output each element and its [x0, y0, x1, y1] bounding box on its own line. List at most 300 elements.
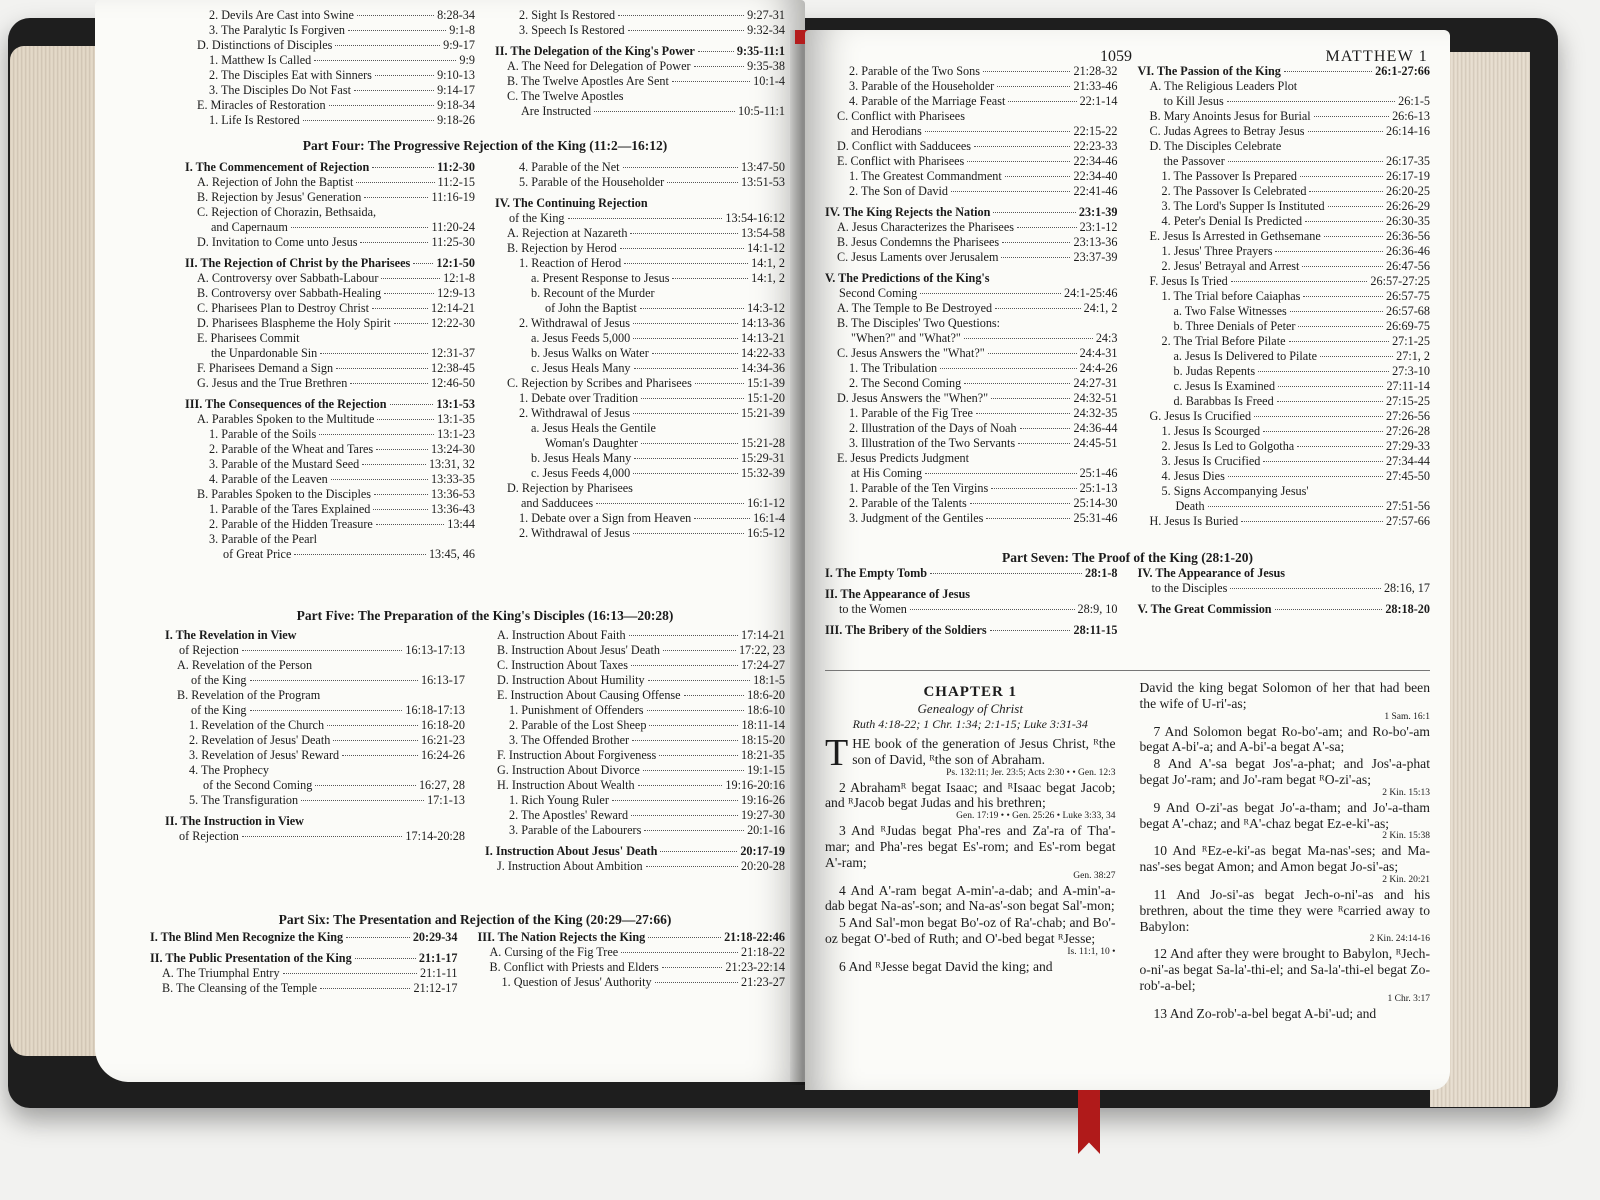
outline-entry-reference: 27:1, 2	[1396, 349, 1430, 363]
outline-entry-title: 3. Revelation of Jesus' Reward	[189, 748, 340, 762]
outline-entry-title: B. The Twelve Apostles Are Sent	[507, 74, 669, 88]
outline-entry	[825, 124, 1118, 139]
outline-entry-title: 1. Parable of the Fig Tree	[849, 406, 973, 420]
outline-entry-title: 2. Jesus Is Led to Golgotha	[1161, 439, 1295, 453]
dot-leader	[1241, 521, 1383, 522]
outline-entry-reference: 22:34-40	[1073, 169, 1118, 183]
outline-entry-title: a. Jesus Feeds 5,000	[531, 331, 631, 345]
outline-entry-title: and Herodians	[851, 124, 922, 138]
outline-entry	[1138, 581, 1431, 596]
dot-leader	[1020, 428, 1071, 429]
outline-entry-title: b. Jesus Walks on Water	[531, 346, 649, 360]
outline-entry-title: Are Instructed	[521, 104, 592, 118]
outline-entry-title: II. The Rejection of Christ by the Pharisees	[185, 256, 411, 270]
outline-entry	[185, 38, 475, 53]
outline-entry	[485, 748, 785, 763]
outline-entry-reference: 16:24-26	[420, 748, 465, 762]
dot-leader	[623, 167, 738, 168]
dot-leader	[355, 958, 416, 959]
outline-entry-title: D. The Disciples Celebrate	[1149, 139, 1282, 153]
outline-entry	[185, 271, 475, 286]
outline-entry	[495, 89, 785, 104]
outline-entry-title: the Passover	[1163, 154, 1225, 168]
outline-entry-title: Second Coming	[839, 286, 918, 300]
outline-entry-title: 4. Parable of the Leaven	[209, 472, 328, 486]
verse-cross-reference: Gen. 38:27	[1073, 870, 1116, 881]
outline-entry-title: 1. The Trial before Caiaphas	[1161, 289, 1301, 303]
dot-leader	[976, 413, 1071, 414]
outline-entry-title: 2. Sight Is Restored	[519, 8, 616, 22]
outline-entry-reference: 14:22-33	[740, 346, 785, 360]
outline-entry-reference: 15:1-39	[747, 376, 785, 390]
outline-entry-reference: 22:15-22	[1073, 124, 1118, 138]
dot-leader	[986, 518, 1070, 519]
outline-entry-reference: 16:21-23	[420, 733, 465, 747]
outline-entry	[495, 241, 785, 256]
outline-entry-title: B. Revelation of the Program	[177, 688, 321, 702]
outline-column	[1128, 566, 1431, 638]
outline-entry-reference: 12:9-13	[437, 286, 475, 300]
outline-entry-reference: 15:32-39	[740, 466, 785, 480]
dot-leader	[301, 800, 424, 801]
outline-entry-reference: 24:1, 2	[1083, 301, 1118, 315]
outline-entry	[185, 532, 475, 547]
outline-entry-title: A. Revelation of the Person	[177, 658, 313, 672]
outline-entry-reference: 13:54-16:12	[725, 211, 785, 225]
outline-entry	[495, 406, 785, 421]
outline-entry-reference: 14:13-21	[740, 331, 785, 345]
outline-entry-reference: 27:26-56	[1385, 409, 1430, 423]
outline-entry-title: a. Jesus Is Delivered to Pilate	[1173, 349, 1318, 363]
outline-entry-title: and Capernaum	[211, 220, 288, 234]
outline-entry	[825, 169, 1118, 184]
chapter-cross-references: Ruth 4:18-22; 1 Chr. 1:34; 2:1-15; Luke 3:31-34	[852, 717, 1088, 731]
dot-leader	[624, 263, 748, 264]
outline-entry-reference: 21:18-22:46	[724, 930, 785, 944]
outline-entry-reference: 18:15-20	[740, 733, 785, 747]
outline-entry-reference: 21:33-46	[1073, 79, 1118, 93]
dot-leader	[320, 988, 410, 989]
dot-leader	[568, 218, 723, 219]
outline-entry-reference: 22:34-46	[1073, 154, 1118, 168]
dot-leader	[695, 383, 744, 384]
dot-leader	[291, 227, 429, 228]
dot-leader	[283, 973, 417, 974]
outline-entry	[185, 502, 475, 517]
dot-leader	[1008, 101, 1076, 102]
outline-entry-title: C. The Twelve Apostles	[507, 89, 624, 103]
dot-leader	[631, 665, 738, 666]
outline-entry-title: IV. The Continuing Rejection	[495, 196, 648, 210]
outline-entry-reference: 24:3	[1095, 331, 1118, 345]
dot-leader	[303, 120, 434, 121]
outline-entry-title: A. The Religious Leaders Plot	[1149, 79, 1298, 93]
dot-leader	[672, 278, 748, 279]
outline-entry-reference: 19:16-20:16	[725, 778, 785, 792]
dot-leader	[356, 182, 434, 183]
dot-leader	[1300, 176, 1383, 177]
outline-column	[485, 160, 785, 562]
verse-text: David the king begat Solomon of her that had been the wife of U-ri'-as;	[1139, 680, 1430, 711]
outline-entry	[825, 496, 1118, 511]
outline-entry	[1138, 424, 1431, 439]
outline-entry-reference: 17:24-27	[740, 658, 785, 672]
dot-leader	[1231, 281, 1368, 282]
dot-leader	[991, 488, 1076, 489]
dot-leader	[1228, 476, 1383, 477]
outline-entry-title: 4. Jesus Dies	[1161, 469, 1225, 483]
outline-entry	[495, 346, 785, 361]
outline-entry-reference: 8:28-34	[437, 8, 475, 22]
outline-entry-title: 2. The Son of David	[849, 184, 948, 198]
ribbon-marker-bottom	[1078, 1090, 1100, 1154]
outline-entry	[1138, 499, 1431, 514]
outline-entry-reference: 28:16, 17	[1383, 581, 1430, 595]
outline-entry	[185, 517, 475, 532]
outline-entry-title: at His Coming	[851, 466, 923, 480]
page-number: 1059	[1100, 48, 1132, 65]
outline-entry	[185, 113, 475, 128]
outline-entry	[495, 511, 785, 526]
outline-entry-reference: 21:12-17	[413, 981, 458, 995]
dot-leader	[360, 242, 428, 243]
outline-entry-reference: 27:34-44	[1385, 454, 1430, 468]
part-six-title: Part Six: The Presentation and Rejection of the King (20:29—27:66)	[278, 912, 672, 927]
outline-entry-title: D. Invitation to Come unto Jesus	[197, 235, 358, 249]
outline-entry-reference: 17:1-13	[427, 793, 465, 807]
verse	[825, 780, 1116, 823]
outline-entry-title: 2. Withdrawal of Jesus	[519, 316, 630, 330]
dot-leader	[628, 30, 744, 31]
outline-entry	[825, 481, 1118, 496]
outline-entry-reference: 20:17-19	[740, 844, 785, 858]
outline-part-seven	[825, 566, 1430, 638]
outline-entry-title: B. Rejection by Herod	[507, 241, 617, 255]
dot-leader	[374, 494, 428, 495]
dot-leader	[630, 233, 738, 234]
outline-entry-title: B. Mary Anoints Jesus for Burial	[1149, 109, 1311, 123]
dot-leader	[1298, 326, 1383, 327]
outline-entry-reference: 13:54-58	[740, 226, 785, 240]
outline-entry-title: II. The Instruction in View	[165, 814, 304, 828]
dot-leader	[667, 182, 738, 183]
outline-entry-title: 3. Judgment of the Gentiles	[849, 511, 984, 525]
outline-entry-reference: 16:18-17:13	[405, 703, 465, 717]
dot-leader	[672, 81, 750, 82]
dot-leader	[1208, 506, 1383, 507]
outline-entry-reference: 21:28-32	[1073, 64, 1118, 78]
dot-leader	[1018, 443, 1070, 444]
outline-entry	[825, 79, 1118, 94]
outline-entry-title: A. Instruction About Faith	[497, 628, 626, 642]
outline-entry-reference: 20:1-16	[747, 823, 785, 837]
outline-entry	[495, 175, 785, 190]
outline-entry-title: E. Instruction About Causing Offense	[497, 688, 681, 702]
verse-text: 9 And O-zi'-as begat Jo'-a-tham; and Jo'-a-tham begat A'-chaz; and ᴿA'-chaz begat Ez-e-ki'-as;	[1139, 799, 1430, 831]
verse	[1140, 680, 1431, 723]
outline-column	[165, 628, 475, 874]
outline-entry-reference: 26:30-35	[1385, 214, 1430, 228]
outline-entry-title: of John the Baptist	[545, 301, 637, 315]
outline-entry-title: 1. Debate over a Sign from Heaven	[519, 511, 692, 525]
verse-cross-reference: 1 Chr. 3:17	[1387, 993, 1430, 1004]
dot-leader	[1017, 227, 1077, 228]
verse	[825, 732, 1116, 779]
outline-entry-reference: 20:20-28	[740, 859, 785, 873]
outline-entry-title: E. Miracles of Restoration	[197, 98, 326, 112]
outline-entry	[485, 778, 785, 793]
outline-entry	[150, 966, 458, 981]
dot-leader	[991, 398, 1070, 399]
outline-part-six	[150, 930, 785, 996]
outline-entry	[478, 960, 786, 975]
outline-entry-title: D. Pharisees Blaspheme the Holy Spirit	[197, 316, 391, 330]
outline-entry-title: 2. Parable of the Two Sons	[849, 64, 980, 78]
dot-leader	[694, 518, 750, 519]
outline-entry-reference: 26:69-75	[1385, 319, 1430, 333]
outline-entry-title: b. Recount of the Murder	[531, 286, 655, 300]
outline-entry-reference: 27:1-25	[1392, 334, 1430, 348]
dot-leader	[1275, 609, 1383, 610]
dot-leader	[354, 90, 434, 91]
dot-leader	[315, 785, 416, 786]
outline-entry	[478, 975, 786, 990]
outline-entry-title: 2. Withdrawal of Jesus	[519, 406, 630, 420]
outline-entry	[1138, 184, 1431, 199]
dot-leader	[373, 509, 428, 510]
outline-entry-title: 1. Parable of the Soils	[209, 427, 317, 441]
outline-entry	[825, 406, 1118, 421]
outline-entry	[1138, 169, 1431, 184]
outline-entry	[185, 175, 475, 190]
outline-entry-title: 3. Illustration of the Two Servants	[849, 436, 1016, 450]
dot-leader	[242, 650, 403, 651]
outline-column	[185, 8, 485, 128]
outline-entry	[185, 361, 475, 376]
outline-entry	[485, 628, 785, 643]
verse-cross-reference: Ps. 132:11; Jer. 23:5; Acts 2:30 • • Gen. 12:3	[946, 767, 1116, 778]
dot-leader	[1228, 161, 1383, 162]
outline-entry	[825, 436, 1118, 451]
outline-entry-title: 1. Matthew Is Called	[209, 53, 312, 67]
outline-entry-title: H. Jesus Is Buried	[1149, 514, 1239, 528]
outline-entry	[1138, 409, 1431, 424]
dot-leader	[377, 419, 434, 420]
outline-entry	[185, 160, 475, 175]
outline-entry-reference: 17:14-20:28	[405, 829, 465, 843]
outline-entry-title: to the Disciples	[1151, 581, 1228, 595]
outline-entry-title: V. The Great Commission	[1137, 602, 1272, 616]
outline-entry	[165, 718, 465, 733]
dot-leader	[333, 740, 418, 741]
outline-entry	[478, 945, 786, 960]
outline-entry	[825, 220, 1118, 235]
dot-leader	[621, 952, 738, 953]
outline-entry-title: H. Instruction About Wealth	[497, 778, 635, 792]
outline-entry-reference: 21:1-17	[418, 951, 458, 965]
dot-leader	[364, 197, 428, 198]
outline-entry	[165, 733, 465, 748]
outline-entry-reference: 26:57-27:25	[1370, 274, 1430, 288]
dot-leader	[346, 937, 410, 938]
outline-entry-reference: 27:11-14	[1386, 379, 1430, 393]
outline-entry-title: 2. The Passover Is Celebrated	[1161, 184, 1307, 198]
outline-top-columns	[185, 8, 785, 128]
outline-entry-reference: 26:6-13	[1392, 109, 1430, 123]
outline-entry-title: 2. The Second Coming	[849, 376, 962, 390]
outline-entry	[485, 859, 785, 874]
verse-text: 2 Abrahamᴿ begat Isaac; and ᴿIsaac begat Jacob; and ᴿJacob begat Judas and his brethren;	[825, 779, 1116, 811]
outline-entry	[165, 763, 465, 778]
outline-entry	[825, 511, 1118, 526]
outline-entry-title: B. Conflict with Priests and Elders	[489, 960, 659, 974]
outline-entry-reference: 11:25-30	[431, 235, 475, 249]
scripture-text	[825, 680, 1430, 1023]
outline-entry	[495, 436, 785, 451]
dot-leader	[1309, 191, 1383, 192]
outline-entry-title: D. Instruction About Humility	[497, 673, 645, 687]
outline-part-five	[165, 628, 785, 874]
outline-entry	[825, 346, 1118, 361]
outline-entry-reference: 19:27-30	[740, 808, 785, 822]
dot-leader	[1258, 371, 1389, 372]
outline-entry-reference: 20:29-34	[412, 930, 458, 944]
outline-entry	[1138, 394, 1431, 409]
outline-entry-title: B. Rejection by Jesus' Generation	[197, 190, 362, 204]
outline-entry-reference: 9:9	[459, 53, 475, 67]
outline-entry-title: E. Jesus Predicts Judgment	[837, 451, 970, 465]
outline-entry-title: of Great Price	[223, 547, 292, 561]
outline-entry-title: 1. Punishment of Offenders	[509, 703, 644, 717]
outline-entry	[185, 457, 475, 472]
outline-entry	[185, 235, 475, 250]
outline-entry-reference: 25:31-46	[1073, 511, 1118, 525]
verse	[1140, 887, 1431, 945]
outline-entry-reference: 15:21-28	[740, 436, 785, 450]
dot-leader	[694, 66, 745, 67]
dot-leader	[372, 308, 428, 309]
outline-entry-reference: 26:17-19	[1385, 169, 1430, 183]
outline-entry	[485, 763, 785, 778]
verse	[825, 823, 1116, 881]
outline-entry	[185, 376, 475, 391]
outline-entry-reference: 14:1, 2	[751, 256, 785, 270]
outline-entry-title: I. Instruction About Jesus' Death	[485, 844, 658, 858]
outline-entry-title: E. Pharisees Commit	[197, 331, 300, 345]
verse	[1140, 724, 1431, 756]
outline-entry-reference: 23:37-39	[1073, 250, 1118, 264]
outline-entry	[495, 496, 785, 511]
outline-entry-title: 4. The Prophecy	[189, 763, 269, 777]
dot-leader	[1254, 416, 1383, 417]
section-divider	[825, 670, 1430, 671]
outline-entry-title: 3. Speech Is Restored	[519, 23, 625, 37]
dot-leader	[612, 800, 738, 801]
outline-entry-title: 1. The Tribulation	[849, 361, 938, 375]
outline-entry-title: A. Rejection at Nazareth	[507, 226, 628, 240]
dot-leader	[1002, 242, 1070, 243]
outline-entry	[495, 391, 785, 406]
dot-leader	[633, 413, 738, 414]
outline-entry-reference: 11:20-24	[431, 220, 475, 234]
outline-entry-title: V. The Predictions of the King's	[825, 271, 990, 285]
verse	[1140, 756, 1431, 799]
outline-entry	[1138, 139, 1431, 154]
verse-cross-reference: 2 Kin. 20:21	[1382, 874, 1430, 885]
outline-entry-title: 3. The Offended Brother	[509, 733, 630, 747]
outline-entry	[185, 23, 475, 38]
dot-leader	[649, 725, 738, 726]
outline-entry	[185, 472, 475, 487]
outline-entry	[1138, 124, 1431, 139]
outline-entry	[825, 331, 1118, 346]
outline-entry-reference: 22:23-33	[1073, 139, 1118, 153]
outline-column	[468, 930, 786, 996]
dot-leader	[348, 30, 446, 31]
outline-entry-reference: 12:14-21	[430, 301, 475, 315]
outline-entry	[1138, 274, 1431, 289]
outline-column	[825, 566, 1128, 638]
outline-entry	[150, 981, 458, 996]
outline-entry	[825, 184, 1118, 199]
dot-leader	[652, 353, 738, 354]
dot-leader	[1303, 296, 1383, 297]
verse	[825, 883, 1116, 915]
outline-entry-title: C. Conflict with Pharisees	[837, 109, 965, 123]
outline-entry-reference: 26:1-5	[1398, 94, 1430, 108]
outline-entry	[825, 466, 1118, 481]
outline-entry-reference: 14:34-36	[740, 361, 785, 375]
outline-entry-reference: 18:1-5	[753, 673, 785, 687]
verse	[1140, 843, 1431, 886]
outline-entry-reference: 10:1-4	[753, 74, 785, 88]
outline-entry	[185, 412, 475, 427]
outline-entry-reference: 26:47-56	[1385, 259, 1430, 273]
outline-entry-title: G. Jesus Is Crucified	[1149, 409, 1252, 423]
dot-leader	[1230, 588, 1381, 589]
outline-entry-title: I. The Revelation in View	[165, 628, 297, 642]
outline-entry-reference: 26:36-46	[1385, 244, 1430, 258]
outline-entry	[1138, 439, 1431, 454]
outline-entry-reference: 28:9, 10	[1077, 602, 1118, 616]
outline-entry-reference: 21:23-22:14	[725, 960, 785, 974]
outline-entry-reference: 11:16-19	[431, 190, 475, 204]
outline-entry-title: and Sadducees	[521, 496, 594, 510]
outline-entry-reference: 27:15-25	[1385, 394, 1430, 408]
dot-leader	[594, 111, 735, 112]
outline-entry	[185, 397, 475, 412]
outline-entry-reference: 12:46-50	[430, 376, 475, 390]
outline-entry-title: 1. Parable of the Ten Virgins	[849, 481, 989, 495]
outline-entry	[825, 566, 1118, 581]
outline-entry-reference: 27:29-33	[1385, 439, 1430, 453]
outline-entry-title: B. Instruction About Jesus' Death	[497, 643, 660, 657]
outline-column	[485, 8, 785, 128]
dot-leader	[997, 86, 1070, 87]
outline-entry-title: 2. Parable of the Talents	[849, 496, 967, 510]
dot-leader	[988, 353, 1077, 354]
outline-entry-title: A. The Temple to Be Destroyed	[837, 301, 993, 315]
outline-entry-title: III. The Consequences of the Rejection	[185, 397, 387, 411]
outline-entry-title: D. Rejection by Pharisees	[507, 481, 633, 495]
outline-entry	[185, 331, 475, 346]
outline-entry-title: 3. The Disciples Do Not Fast	[209, 83, 351, 97]
outline-entry	[1138, 319, 1431, 334]
outline-entry	[485, 793, 785, 808]
outline-entry-title: A. Cursing of the Fig Tree	[489, 945, 619, 959]
outline-entry	[495, 526, 785, 541]
outline-entry	[825, 64, 1118, 79]
